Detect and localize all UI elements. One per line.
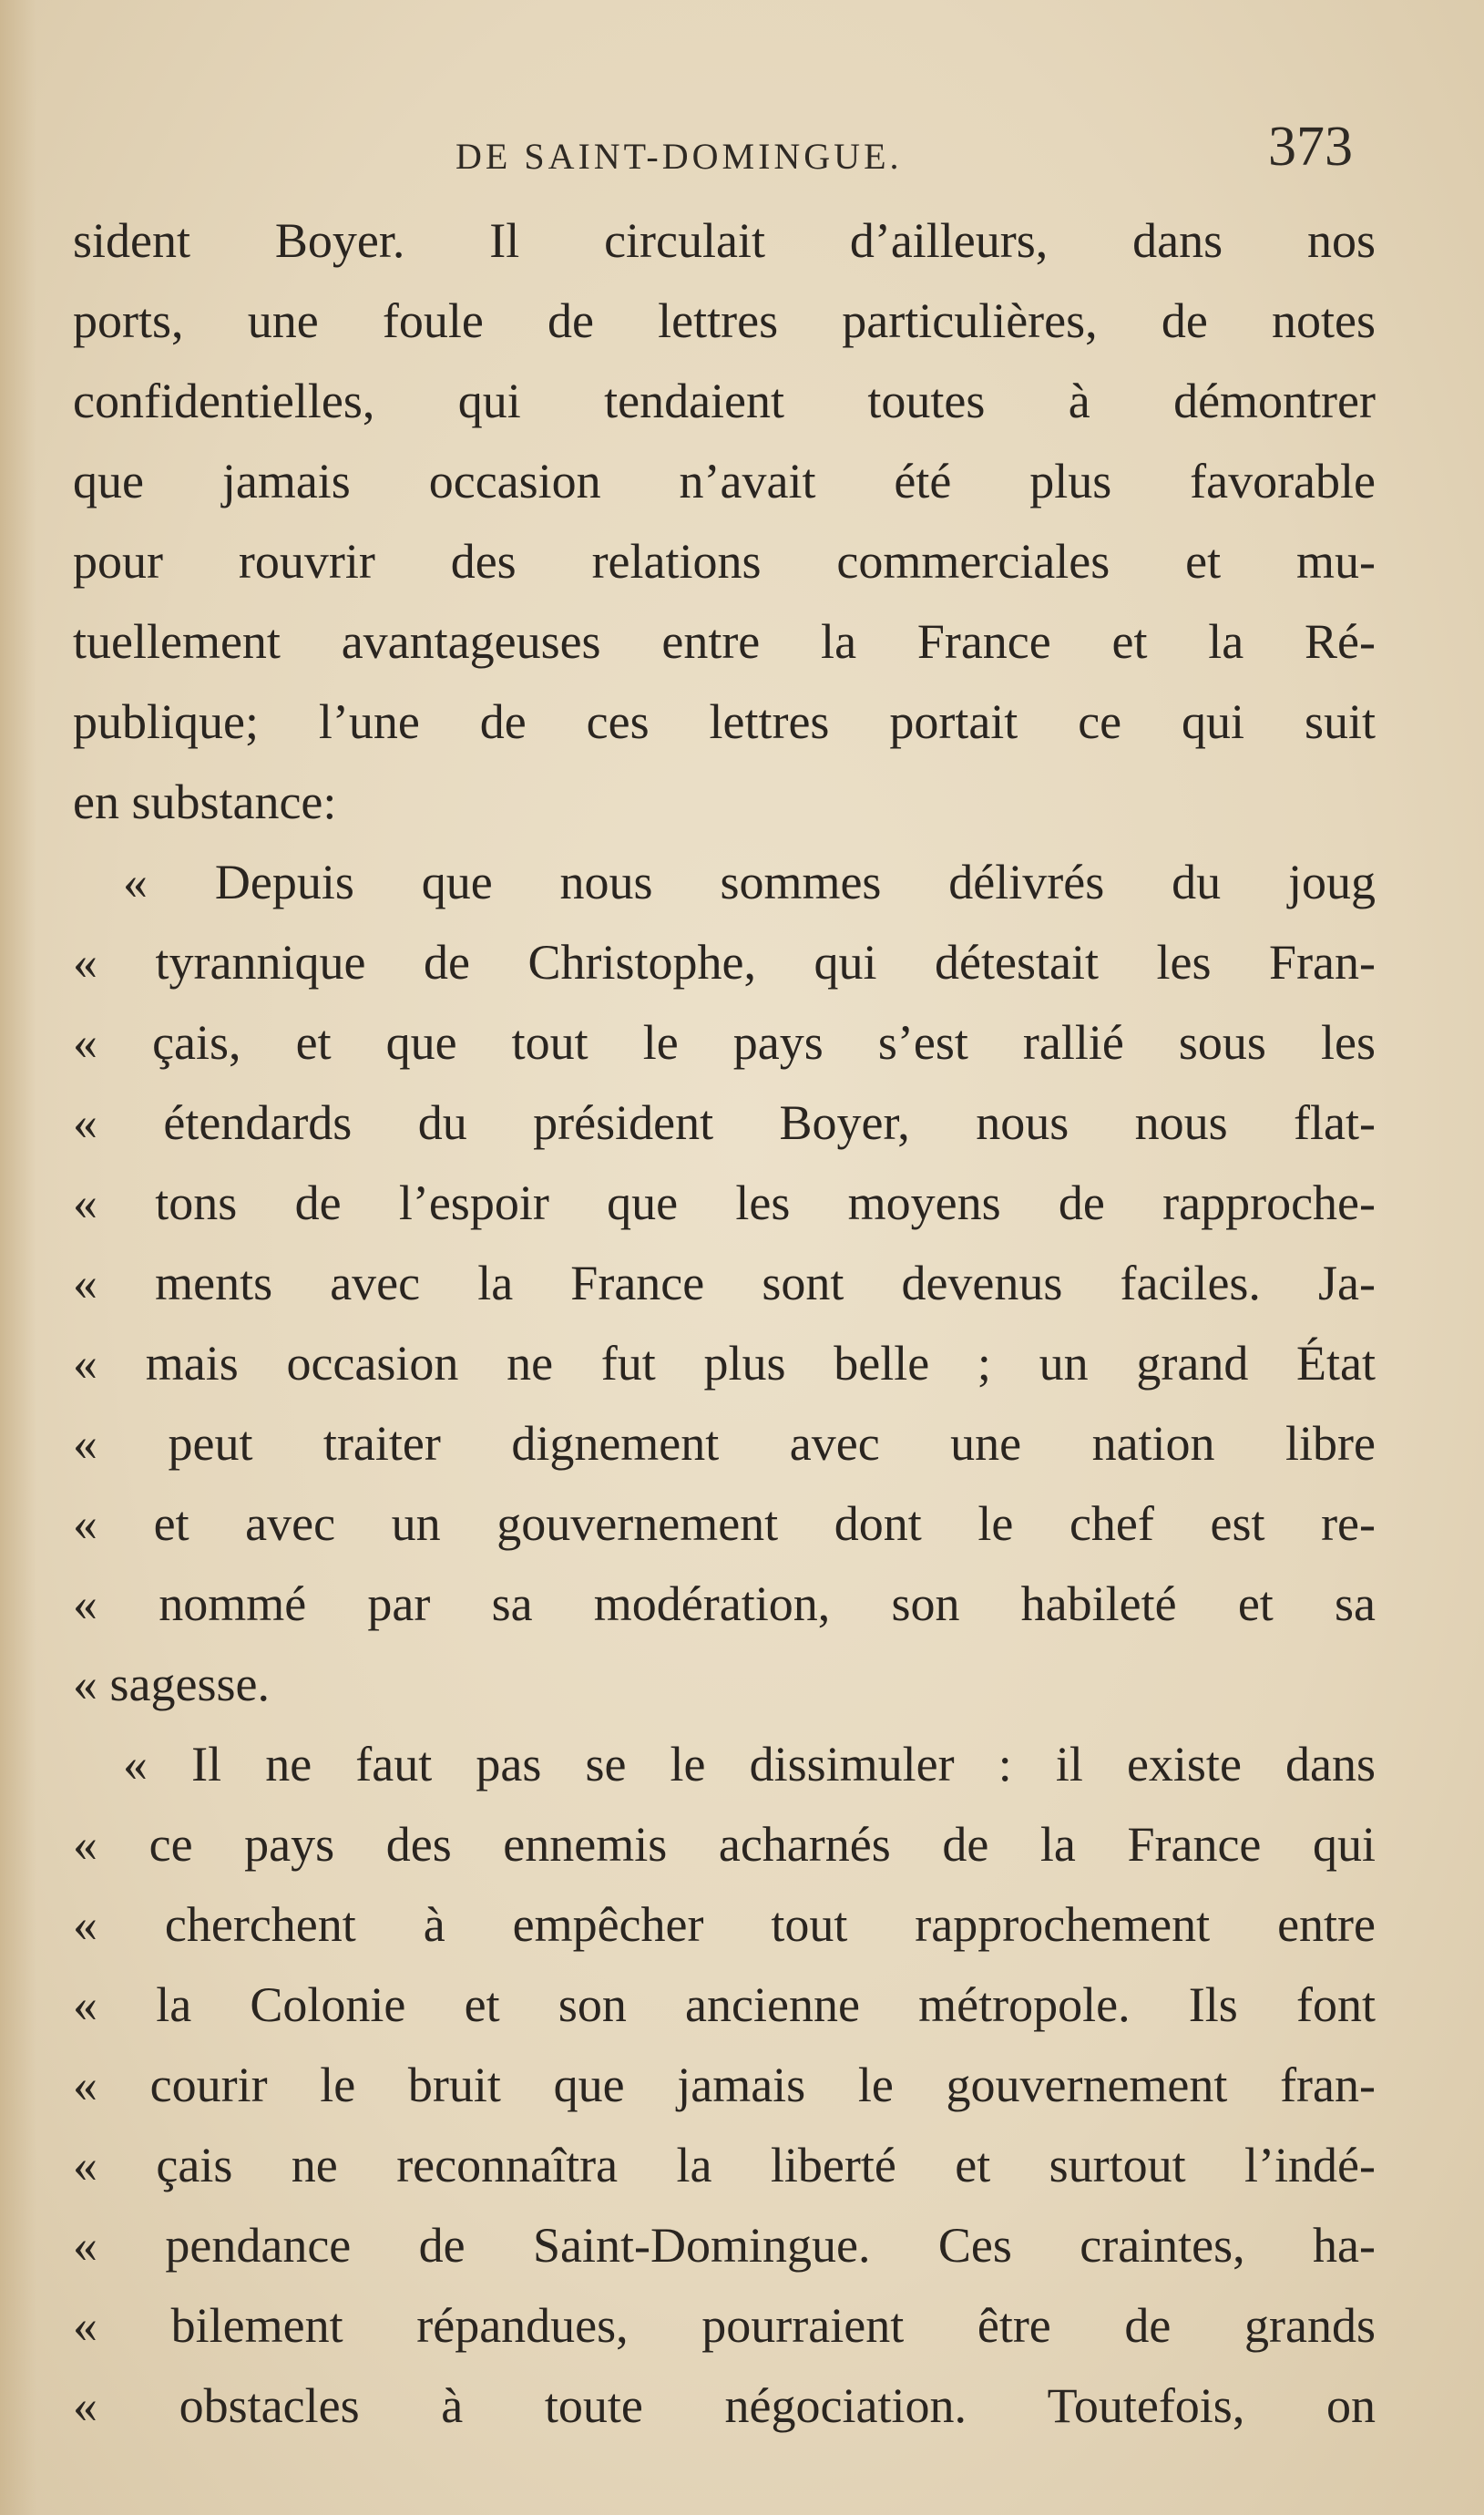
text-line: « obstacles à toute négociation. Toutefois, on: [73, 2378, 1376, 2433]
text-line: ports, une foule de lettres particulières, de notes: [73, 293, 1376, 348]
text-line: « sagesse.: [73, 1657, 270, 1711]
text-line: en substance:: [73, 775, 337, 829]
text-line: « pendance de Saint-Domingue. Ces craintes, ha-: [73, 2218, 1376, 2273]
text-line: « cherchent à empêcher tout rapprochement entre: [73, 1897, 1376, 1952]
text-line: « et avec un gouvernement dont le chef est re-: [73, 1496, 1376, 1551]
body-text: [73, 200, 1376, 2446]
text-line: publique; l’une de ces lettres portait ce qui suit: [73, 694, 1376, 749]
page-number: 373: [1268, 116, 1353, 178]
text-line: « mais occasion ne fut plus belle ; un grand État: [73, 1336, 1376, 1391]
text-line: confidentielles, qui tendaient toutes à démontrer: [73, 374, 1376, 428]
text-line: « tyrannique de Christophe, qui détestait les Fran-: [73, 935, 1376, 990]
page-header: [0, 108, 1484, 199]
text-line: « Depuis que nous sommes délivrés du joug: [123, 855, 1376, 909]
text-line: « çais ne reconnaîtra la liberté et surtout l’indé-: [73, 2138, 1376, 2192]
text-line: « bilement répandues, pourraient être de grands: [73, 2298, 1376, 2353]
text-line: tuellement avantageuses entre la France et la Ré-: [73, 614, 1376, 669]
page-edge-shadow: [0, 0, 36, 2515]
text-line: « peut traiter dignement avec une nation libre: [73, 1416, 1376, 1471]
text-line: « ments avec la France sont devenus faciles. Ja-: [73, 1256, 1376, 1310]
text-line: « Il ne faut pas se le dissimuler : il existe dans: [123, 1737, 1376, 1791]
text-line: « ce pays des ennemis acharnés de la France qui: [73, 1817, 1376, 1872]
text-line: « la Colonie et son ancienne métropole. Ils font: [73, 1977, 1376, 2032]
text-line: que jamais occasion n’avait été plus favorable: [73, 454, 1376, 508]
text-line: « nommé par sa modération, son habileté et sa: [73, 1576, 1376, 1631]
text-line: « çais, et que tout le pays s’est rallié sous les: [73, 1015, 1376, 1070]
running-head: DE SAINT-DOMINGUE.: [455, 136, 903, 177]
text-line: pour rouvrir des relations commerciales et mu-: [73, 534, 1376, 589]
text-line: « tons de l’espoir que les moyens de rapproche-: [73, 1175, 1376, 1230]
text-line: sident Boyer. Il circulait d’ailleurs, dans nos: [73, 213, 1376, 268]
text-line: « étendards du président Boyer, nous nous flat-: [73, 1095, 1376, 1150]
text-line: « courir le bruit que jamais le gouvernement fran-: [73, 2058, 1376, 2112]
